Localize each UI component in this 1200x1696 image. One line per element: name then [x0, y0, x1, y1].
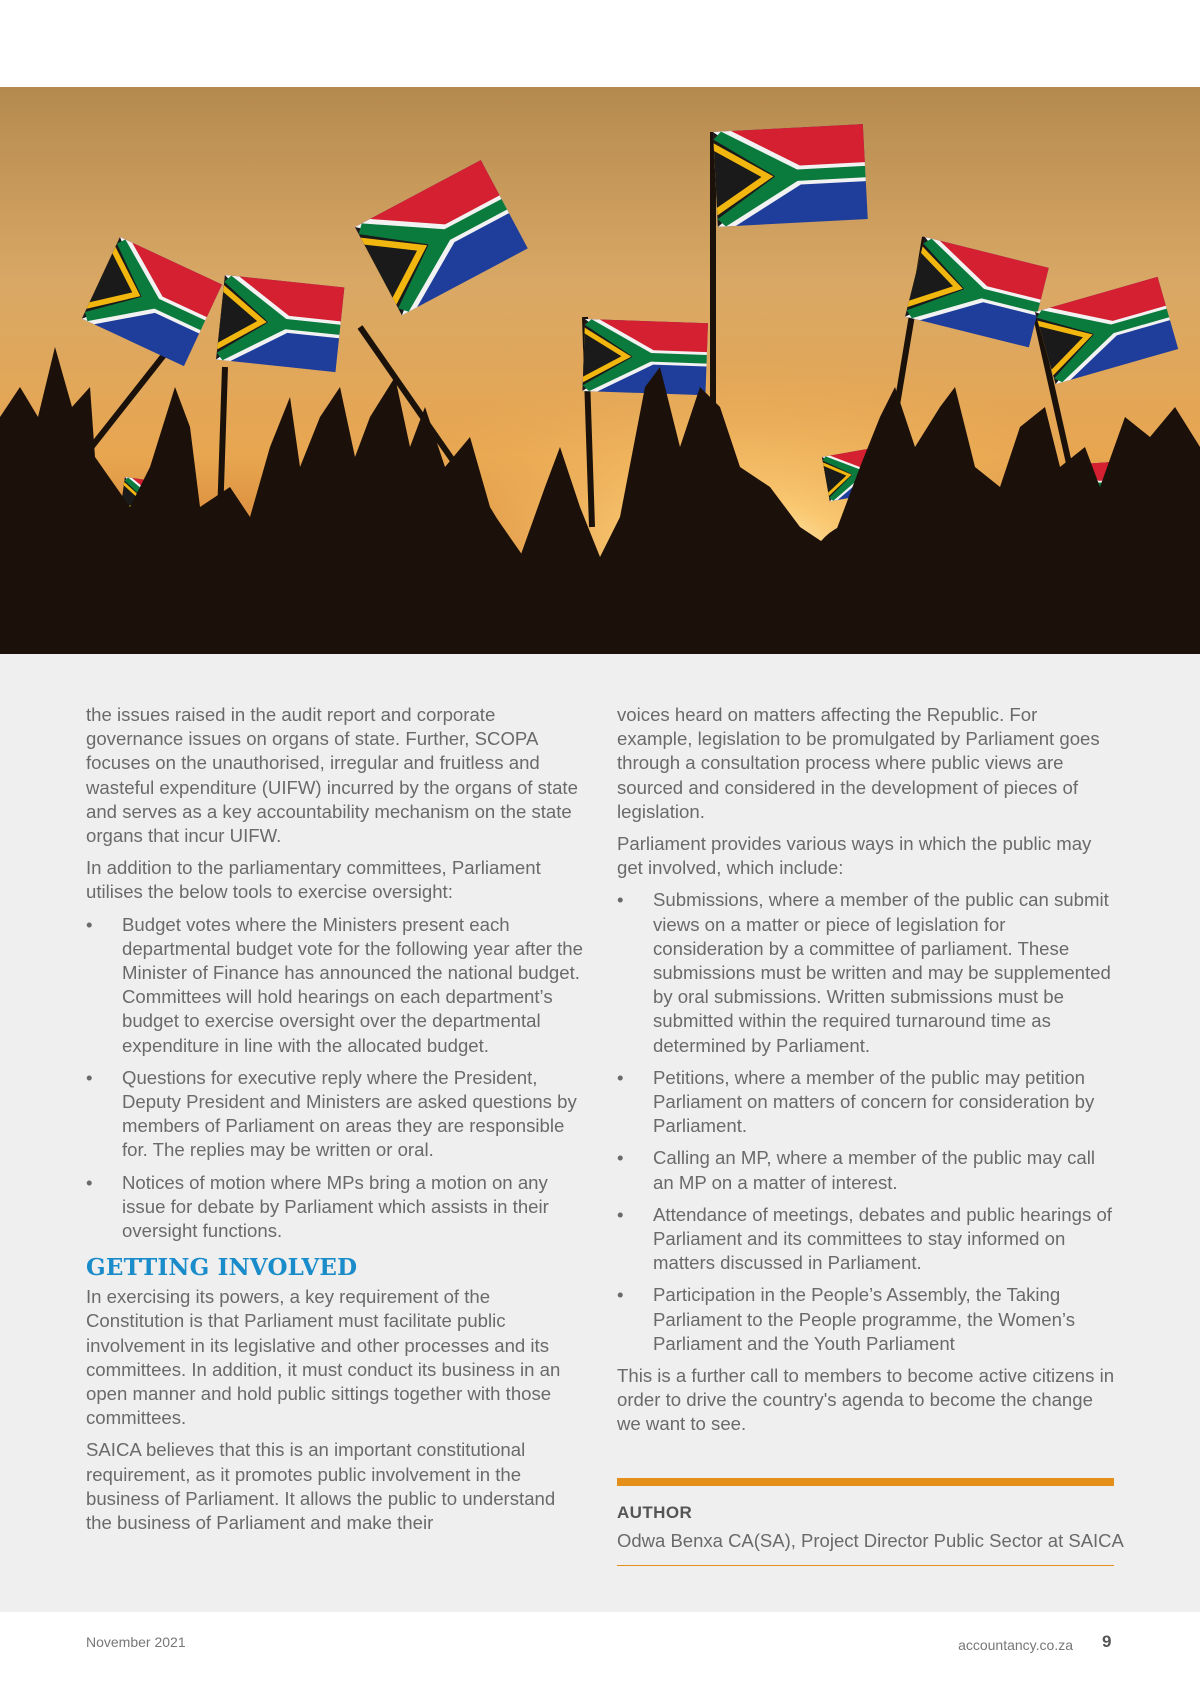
list-item: • Submissions, where a member of the public can submit views on a matter or piece of legislation for consideration by a committee of parliament. These submissions must be written and may be supplemented by oral submissions. Written submissions must be submitted within the required turnaround time as determined by Parliament. [617, 888, 1117, 1057]
list-item: • Questions for executive reply where the President, Deputy President and Ministers are asked questions by members of Parliament on areas they are responsible for. The replies may be written or oral. [86, 1066, 586, 1163]
footer-site: accountancy.co.za [958, 1637, 1073, 1653]
hero-photo [0, 87, 1200, 654]
author-top-rule [617, 1478, 1114, 1486]
list-item: • Participation in the People’s Assembly, the Taking Parliament to the People programme, the Women’s Parliament and the Youth Parliament [617, 1283, 1117, 1356]
paragraph: the issues raised in the audit report and corporate governance issues on organs of state. Further, SCOPA focuses on the unauthorised, irregular and fruitless and wasteful expenditure (UIFW) incurred by the organs of state and serves as a key accountability mechanism on the state organs that incur UIFW. [86, 704, 578, 847]
paragraph: This is a further call to members to become active citizens in order to drive the country's agenda to become the change we want to see. [617, 1365, 1115, 1435]
list-item: • Petitions, where a member of the public may petition Parliament on matters of concern for consideration by Parliament. [617, 1066, 1117, 1139]
paragraph: Parliament provides various ways in which the public may get involved, which include: [617, 833, 1092, 879]
author-name: Odwa Benxa CA(SA), Project Director Public Sector at SAICA [617, 1530, 1124, 1551]
section-heading: GETTING INVOLVED [86, 1254, 358, 1282]
author-bottom-rule [617, 1565, 1114, 1566]
list-item: • Budget votes where the Ministers present each departmental budget vote for the following year after the Minister of Finance has announced the national budget. Committees will hold hearings on each department’s budget to exercise oversight over the departmental expenditure in line with the allocated budget. [86, 913, 586, 1058]
oversight-tools-list [86, 913, 586, 1244]
left-column [86, 703, 586, 1543]
paragraph: voices heard on matters affecting the Republic. For example, legislation to be promulgated by Parliament goes through a consultation process where public views are sourced and considered in the development of pieces of legislation. [617, 704, 1100, 822]
list-item: • Notices of motion where MPs bring a motion on any issue for debate by Parliament which assists in their oversight functions. [86, 1171, 586, 1244]
paragraph: SAICA believes that this is an important constitutional requirement, as it promotes public involvement in the business of Parliament. It allows the public to understand the business of Parliament and make their [86, 1439, 556, 1534]
footer-date: November 2021 [86, 1634, 186, 1650]
list-item: • Attendance of meetings, debates and public hearings of Parliament and its committees to stay informed on matters discussed in Parliament. [617, 1203, 1117, 1276]
paragraph: In addition to the parliamentary committees, Parliament utilises the below tools to exercise oversight: [86, 857, 541, 903]
paragraph: In exercising its powers, a key requirement of the Constitution is that Parliament must facilitate public involvement in its legislative and other processes and its committees. In addition, it must conduct its business in an open manner and hold public sittings together with those committees. [86, 1286, 561, 1429]
public-involvement-list [617, 888, 1117, 1356]
list-item: • Calling an MP, where a member of the public may call an MP on a matter of interest. [617, 1146, 1117, 1194]
author-label: AUTHOR [617, 1503, 693, 1522]
flags-crowd-illustration [0, 87, 1200, 654]
article-body [0, 654, 1200, 1612]
right-column [617, 703, 1117, 1445]
page-number: 9 [1102, 1632, 1112, 1651]
